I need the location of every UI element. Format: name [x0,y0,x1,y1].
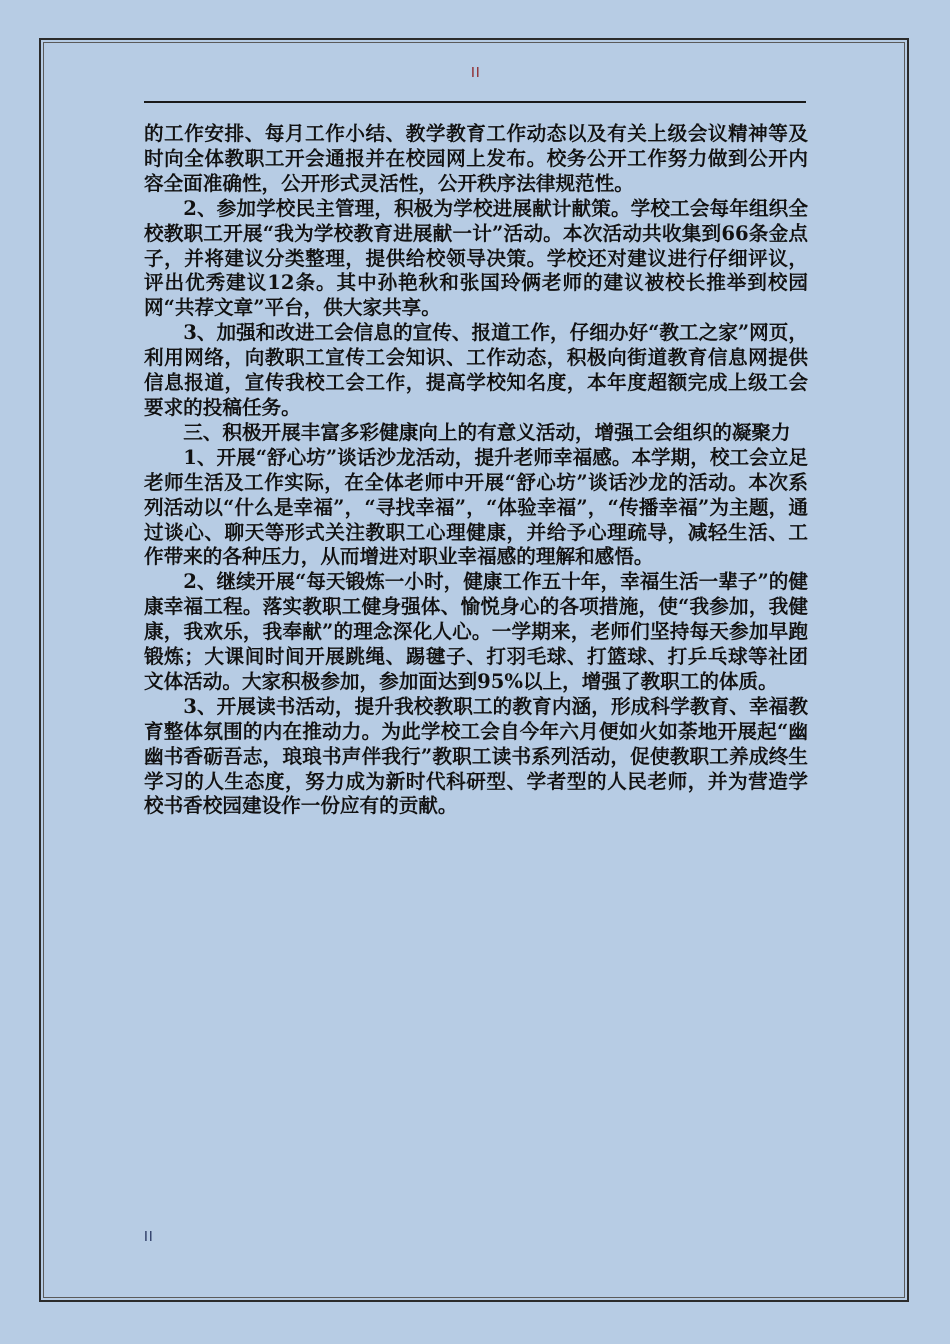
paragraph-health-program: 2、继续开展“每天锻炼一小时，健康工作五十年，幸福生活一辈子”的健康幸福工程。落实教职工健身强体、愉悦身心的各项措施，使“我参加，我健康，我欢乐，我奉献”的理念深化人心。一学期来，老师们坚持每天参加早跑锻炼；大课间时间开展跳绳、踢毽子、打羽毛球、打篮球、打乒乓球等社团文体活动。大家积极参加，参加面达到95%以上，增强了教职工的体质。 [144,570,808,693]
paragraph-reading-activity: 3、开展读书活动，提升我校教职工的教育内涵，形成科学教育、幸福教育整体氛围的内在推动力。为此学校工会自今年六月便如火如荼地开展起“幽幽书香砺吾志，琅琅书声伴我行”教职工读书系列活动，促使教职工养成终生学习的人生态度，努力成为新时代科研型、学者型的人民老师，并为营造学校书香校园建设作一份应有的贡献。 [144,694,808,818]
document-body [144,122,808,819]
paragraph-publicity-work: 3、加强和改进工会信息的宣传、报道工作，仔细办好“教工之家”网页，利用网络，向教职工宣传工会知识、工作动态，积极向街道教育信息网提供信息报道，宣传我校工会工作，提高学校知名度，本年度超额完成上级工会要求的投稿任务。 [144,321,808,419]
header-page-mark: II [471,66,481,81]
footer-page-mark: II [144,1230,154,1245]
paragraph-continuation: 的工作安排、每月工作小结、教学教育工作动态以及有关上级会议精神等及时向全体教职工开会通报并在校园网上发布。校务公开工作努力做到公开内容全面准确性，公开形式灵活性，公开秩序法律规范性。 [144,122,808,195]
paragraph-salon-activity: 1、开展“舒心坊”谈话沙龙活动，提升老师幸福感。本学期，校工会立足老师生活及工作实际，在全体老师中开展“舒心坊”谈话沙龙的活动。本次系列活动以“什么是幸福”，“寻找幸福”，“体验幸福”，“传播幸福”为主题，通过谈心、聊天等形式关注教职工心理健康，并给予心理疏导，减轻生活、工作带来的各种压力，从而增进对职业幸福感的理解和感悟。 [144,445,808,569]
paragraph-democratic-management: 2、参加学校民主管理，积极为学校进展献计献策。学校工会每年组织全校教职工开展“我为学校教育进展献一计”活动。本次活动共收集到66条金点子，并将建议分类整理，提供给校领导决策。学校还对建议进行仔细评议，评出优秀建议12条。其中孙艳秋和张国玲俩老师的建议被校长推举到校园网“共荐文章”平台，供大家共享。 [144,196,808,320]
section-heading-activities: 三、积极开展丰富多彩健康向上的有意义活动，增强工会组织的凝聚力 [183,420,791,444]
header-divider [144,101,806,103]
